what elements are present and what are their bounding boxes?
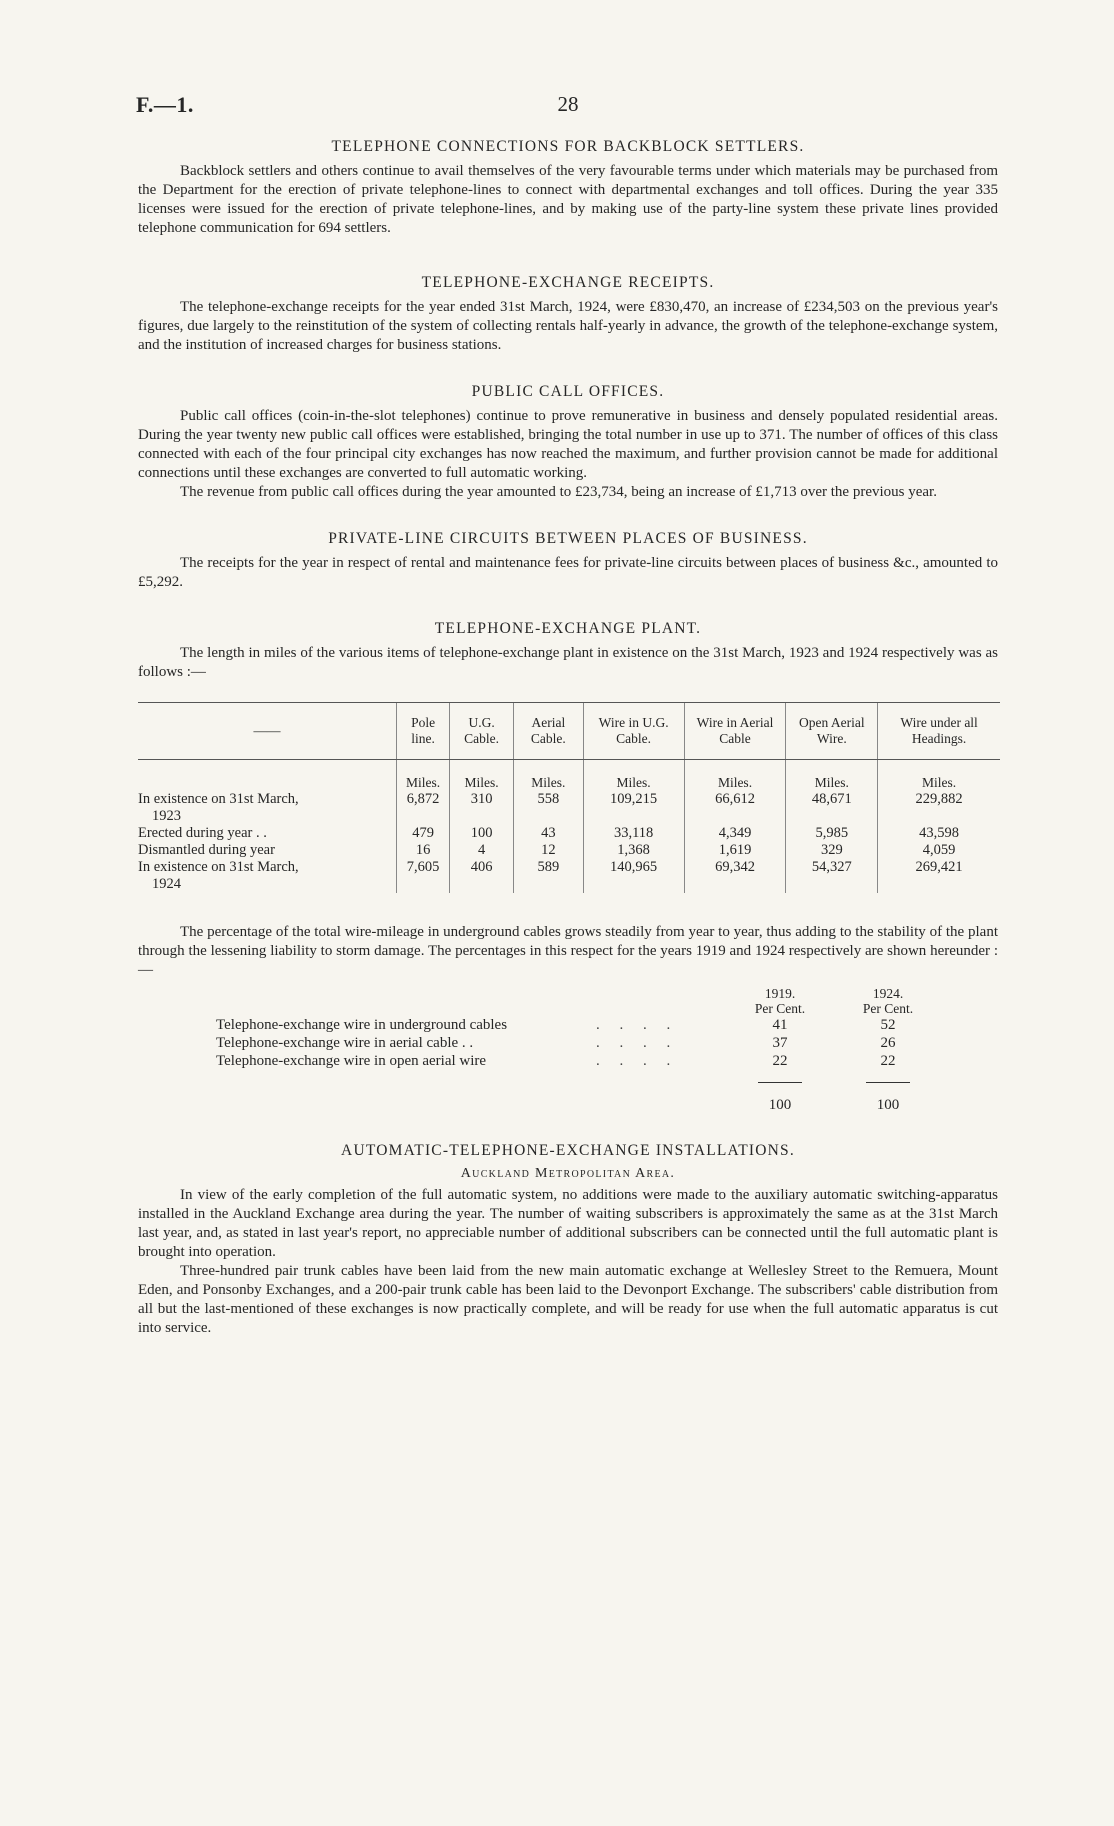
section-title-receipts: TELEPHONE-EXCHANGE RECEIPTS.	[421, 274, 715, 291]
row-label: In existence on 31st March, 1923	[138, 791, 299, 824]
total-rule	[758, 1082, 802, 1083]
year-1919: 1919.	[764, 986, 796, 1001]
total-row	[216, 1088, 942, 1114]
table-row	[138, 825, 1000, 842]
plant-col-header: Wire in U.G. Cable.	[583, 703, 684, 760]
table-row	[216, 1016, 942, 1034]
plant-units-row	[138, 760, 1000, 792]
table-cell: 54,327	[786, 859, 878, 893]
table-cell: 41	[772, 1017, 788, 1033]
table-cell: 406	[450, 859, 514, 893]
plant-col-header: Wire in Aerial Cable	[684, 703, 786, 760]
table-row	[138, 842, 1000, 859]
unit-cell: Miles.	[397, 760, 450, 792]
table-cell: 4,349	[684, 825, 786, 842]
unit-cell: Miles.	[878, 760, 1000, 792]
table-cell: 589	[514, 859, 584, 893]
document-page	[138, 92, 998, 1338]
table-cell: 310	[450, 791, 514, 825]
table-cell: 5,985	[786, 825, 878, 842]
row-label: Dismantled during year	[138, 842, 275, 858]
table-cell: 1,368	[583, 842, 684, 859]
plant-col-header: ——	[138, 703, 397, 760]
paragraph-automatic-1: In view of the early completion of the full automatic system, no additions were made to the auxiliary automatic switching-apparatus installed in the Auckland Exchange area during the year. The number of waiting subscribers is approximately the same as at the 31st March last year, and, as stated in last year's report, no appreciable number of additional subscribers can be connected until the full automatic plant is brought into operation.	[138, 1187, 998, 1260]
plant-col-header: Aerial Cable.	[514, 703, 584, 760]
leader-dots: . . . .	[596, 1035, 679, 1051]
table-cell: 26	[880, 1035, 896, 1051]
leader-dots: . . . .	[596, 1017, 679, 1033]
table-cell: 479	[397, 825, 450, 842]
table-row	[138, 859, 1000, 893]
table-cell: 12	[514, 842, 584, 859]
table-cell: 22	[772, 1053, 788, 1069]
unit-cell: Miles.	[514, 760, 584, 792]
table-row	[216, 1052, 942, 1070]
unit-cell: Miles.	[684, 760, 786, 792]
table-row	[138, 791, 1000, 825]
table-cell: 33,118	[583, 825, 684, 842]
section-title-automatic: AUTOMATIC-TELEPHONE-EXCHANGE INSTALLATIONS.	[341, 1142, 795, 1159]
table-cell: 140,965	[583, 859, 684, 893]
table-cell: 1,619	[684, 842, 786, 859]
plant-table-header-row	[138, 703, 1000, 760]
table-cell: 4,059	[878, 842, 1000, 859]
total-1919: 100	[768, 1097, 792, 1113]
plant-mileage-table	[138, 702, 1000, 893]
plant-col-header: U.G. Cable.	[450, 703, 514, 760]
total-1924: 100	[876, 1097, 900, 1113]
plant-col-header: Wire under all Headings.	[878, 703, 1000, 760]
page-header	[138, 92, 998, 124]
row-label: In existence on 31st March, 1924	[138, 859, 299, 892]
table-cell: 43	[514, 825, 584, 842]
unit-cell: Miles.	[786, 760, 878, 792]
paragraph-receipts: The telephone-exchange receipts for the year ended 31st March, 1924, were £830,470, an increase of £234,503 on the previous year's figures, due largely to the reinstitution of the system of collecting rentals half-yearly in advance, the growth of the telephone-exchange system, and the institution of increased charges for business stations.	[138, 299, 998, 353]
table-cell: 22	[880, 1053, 896, 1069]
plant-col-header: Pole line.	[397, 703, 450, 760]
page-number: 28	[557, 92, 579, 116]
percentage-table	[216, 986, 942, 1114]
section-title-private-line: PRIVATE-LINE CIRCUITS BETWEEN PLACES OF BUSINESS.	[328, 530, 808, 547]
table-cell: 558	[514, 791, 584, 825]
unit-per-cent: Per Cent.	[754, 1001, 806, 1016]
plant-col-header: Open Aerial Wire.	[786, 703, 878, 760]
table-cell: 229,882	[878, 791, 1000, 825]
document-reference: F.—1.	[136, 92, 194, 117]
total-rule-row	[216, 1070, 942, 1088]
paragraph-private-line: The receipts for the year in respect of rental and maintenance fees for private-line circuits between places of business &c., amounted to £5,292.	[138, 555, 998, 590]
paragraph-public-call-1: Public call offices (coin-in-the-slot telephones) continue to prove remunerative in business and densely populated residential areas. During the year twenty new public call offices were established, bringing the total number in use up to 371. The number of offices of this class connected with each of the four principal city exchanges has now reached the maximum, and further provision cannot be made for additional connections until these exchanges are converted to full automatic working.	[138, 408, 998, 481]
table-cell: 52	[880, 1017, 896, 1033]
total-rule	[866, 1082, 910, 1083]
row-label: Telephone-exchange wire in open aerial wire	[216, 1053, 487, 1069]
table-cell: 269,421	[878, 859, 1000, 893]
section-subtitle-auckland: Auckland Metropolitan Area.	[460, 1166, 676, 1181]
leader-dots: . . . .	[596, 1053, 679, 1069]
table-cell: 4	[450, 842, 514, 859]
paragraph-plant-2: The percentage of the total wire-mileage in underground cables grows steadily from year to year, thus adding to the stability of the plant through the lessening liability to storm damage. The percentages in this respect for the years 1919 and 1924 respectively are shown hereunder :—	[138, 924, 998, 978]
table-cell: 16	[397, 842, 450, 859]
pct-unit-row	[216, 1001, 942, 1016]
table-cell: 7,605	[397, 859, 450, 893]
table-cell: 69,342	[684, 859, 786, 893]
section-title-public-call: PUBLIC CALL OFFICES.	[471, 383, 665, 400]
row-label: Telephone-exchange wire in underground cables	[216, 1017, 508, 1033]
table-cell: 37	[772, 1035, 788, 1051]
pct-year-row	[216, 986, 942, 1001]
table-cell: 48,671	[786, 791, 878, 825]
paragraph-public-call-2: The revenue from public call offices during the year amounted to £23,734, being an increase of £1,713 over the previous year.	[180, 484, 937, 500]
unit-cell: Miles.	[583, 760, 684, 792]
paragraph-automatic-2: Three-hundred pair trunk cables have been laid from the new main automatic exchange at Wellesley Street to the Remuera, Mount Eden, and Ponsonby Exchanges, and a 200-pair trunk cable has been laid to the Devonport Exchange. The subscribers' cable distribution from all but the last-mentioned of these exchanges is now practically complete, and will be ready for use when the full automatic apparatus is cut into service.	[138, 1263, 998, 1336]
table-cell: 66,612	[684, 791, 786, 825]
row-label: Telephone-exchange wire in aerial cable . .	[216, 1035, 474, 1051]
table-cell: 329	[786, 842, 878, 859]
table-row	[216, 1034, 942, 1052]
table-cell: 100	[450, 825, 514, 842]
paragraph-plant-1: The length in miles of the various items of telephone-exchange plant in existence on the 31st March, 1923 and 1924 respectively was as follows :—	[138, 645, 998, 680]
table-cell: 109,215	[583, 791, 684, 825]
section-title-plant: TELEPHONE-EXCHANGE PLANT.	[434, 620, 702, 637]
unit-cell: Miles.	[450, 760, 514, 792]
row-label: Erected during year . .	[138, 825, 267, 841]
unit-per-cent: Per Cent.	[862, 1001, 914, 1016]
year-1924: 1924.	[872, 986, 904, 1001]
table-cell: 6,872	[397, 791, 450, 825]
table-cell: 43,598	[878, 825, 1000, 842]
section-title-backblock: TELEPHONE CONNECTIONS FOR BACKBLOCK SETTLERS.	[331, 138, 805, 155]
paragraph-backblock: Backblock settlers and others continue to avail themselves of the very favourable terms under which materials may be purchased from the Department for the erection of private telephone-lines to connect with departmental exchanges and toll offices. During the year 335 licenses were issued for the erection of private telephone-lines, and by making use of the party-line system these private lines provided telephone communication for 694 settlers.	[138, 163, 998, 236]
